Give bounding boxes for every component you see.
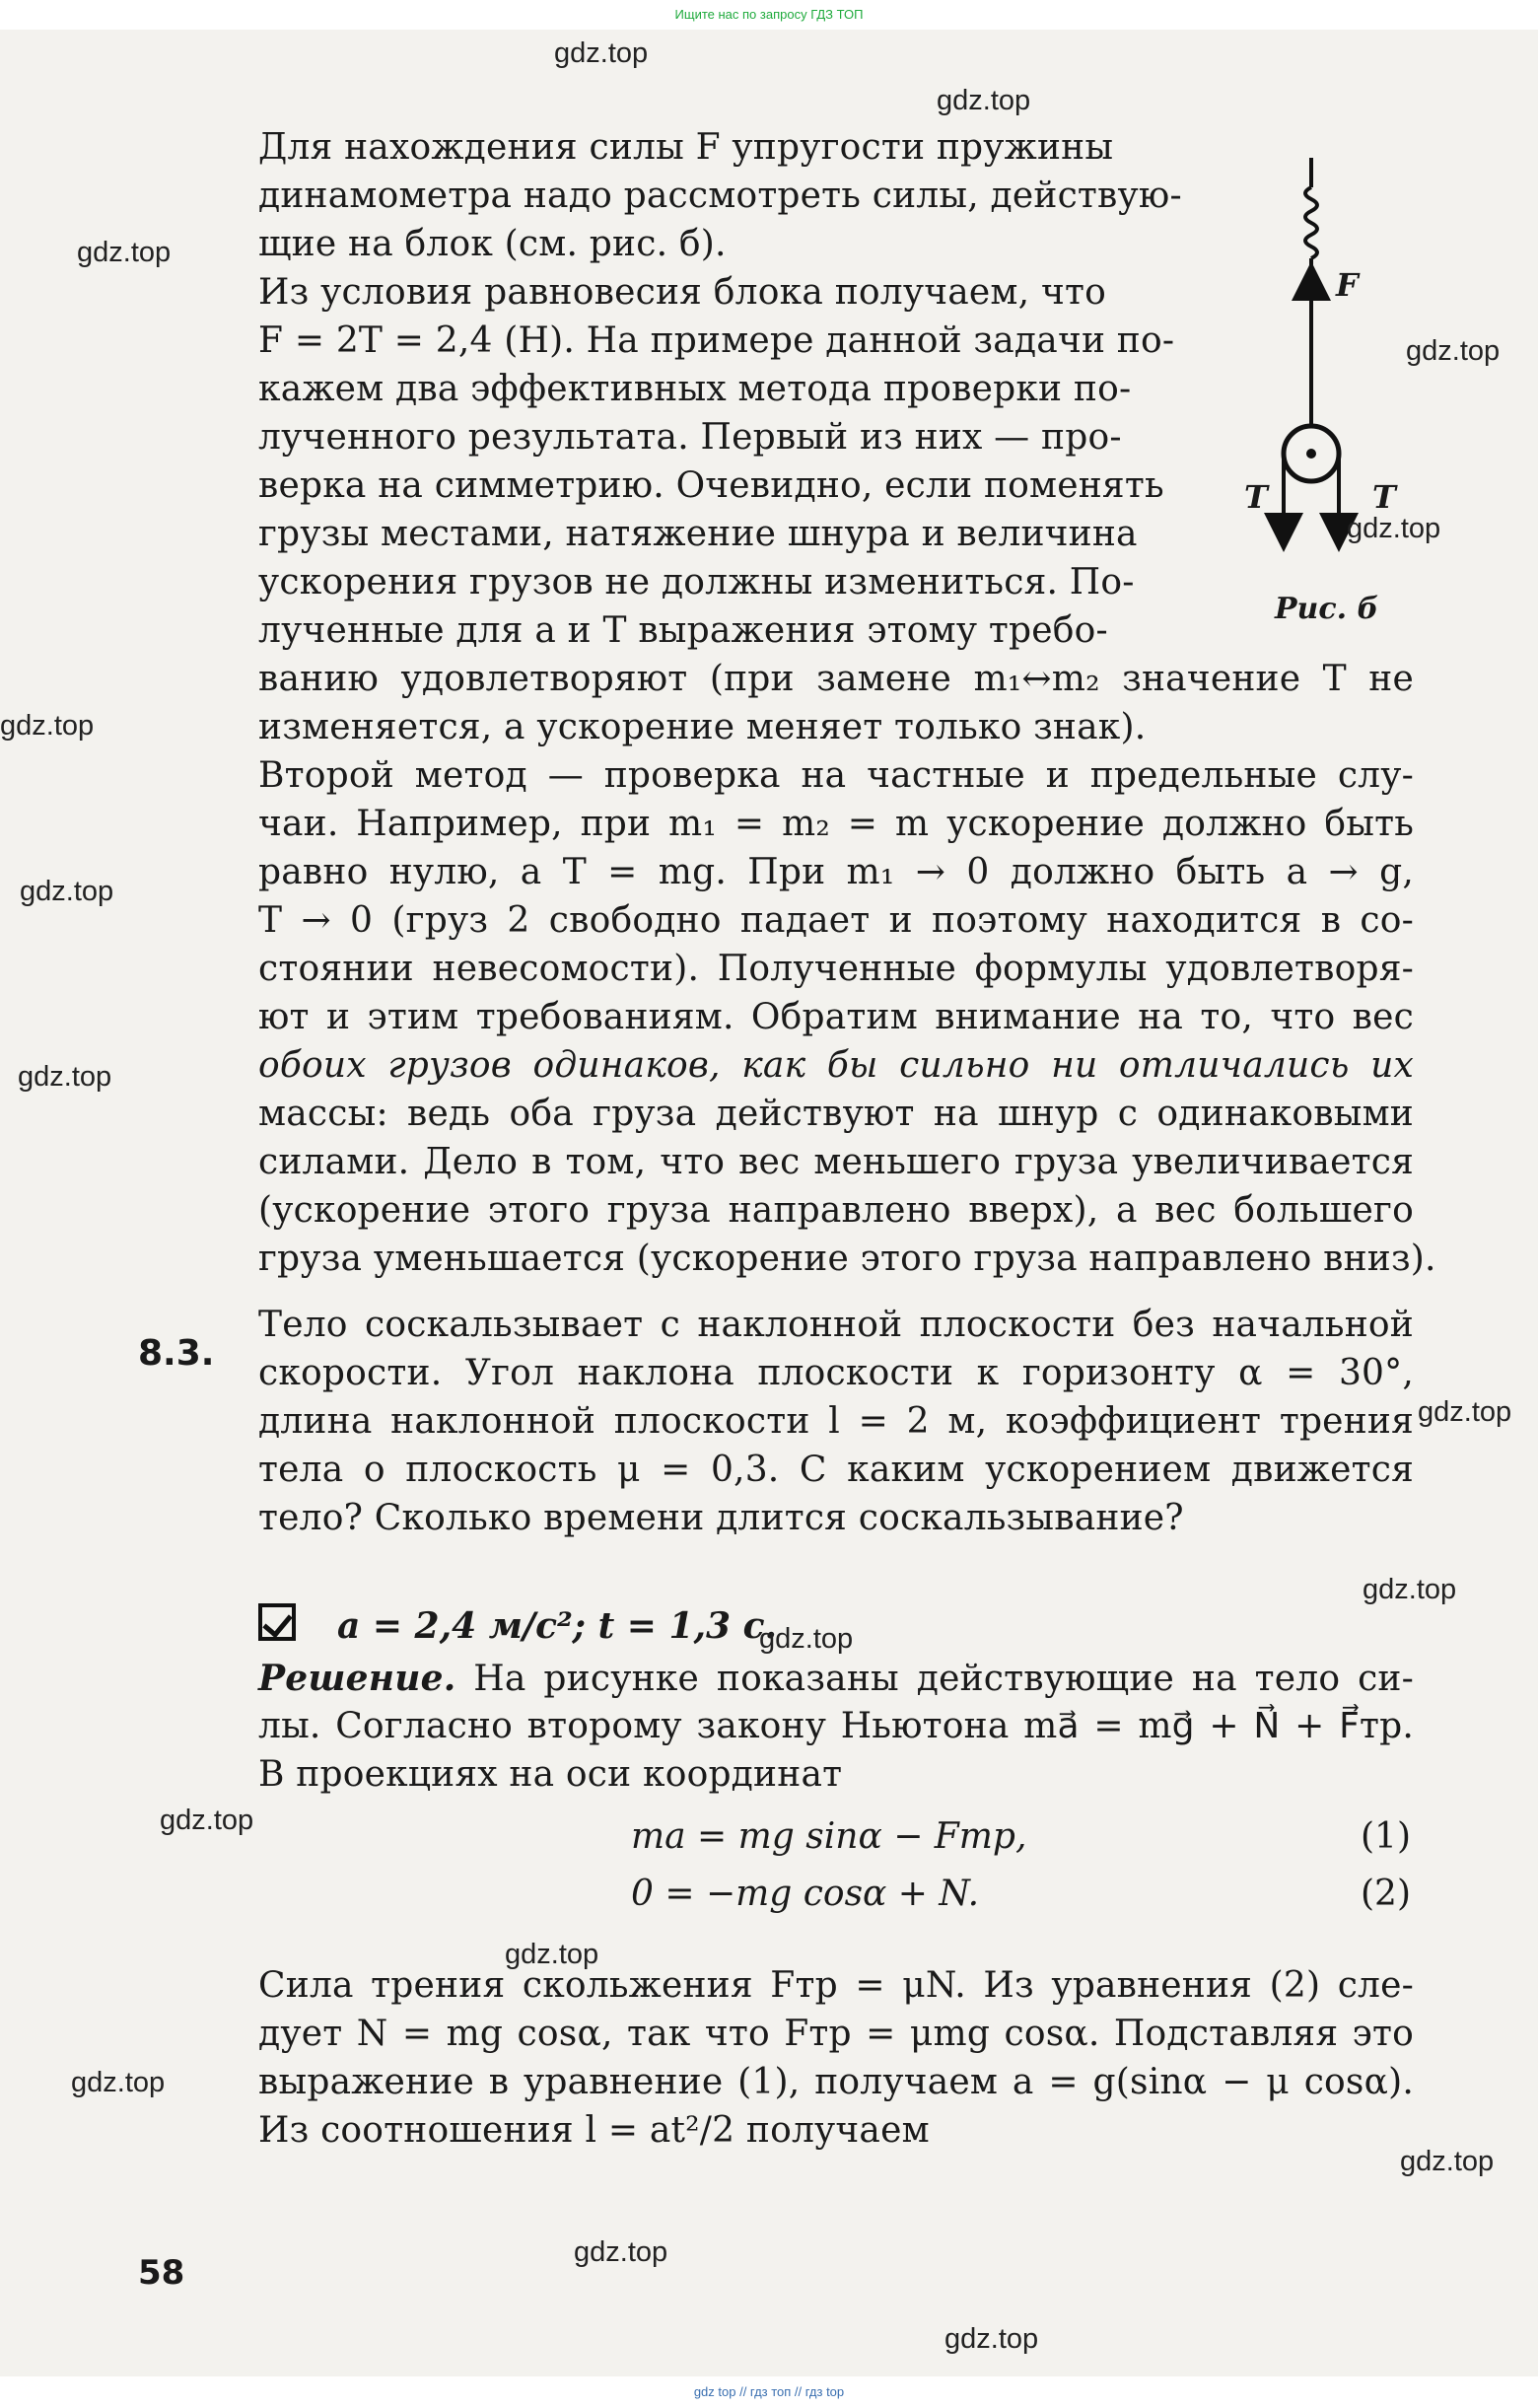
solution-line: выражение в уравнение (1), получаем a = g(sinα − μ cosα). (258, 2062, 1414, 2102)
answer-text: a = 2,4 м/с²; t = 1,3 с. (337, 1605, 778, 1647)
watermark: gdz.top (1406, 335, 1501, 367)
text-line: лученные для a и T выражения этому требо- (258, 610, 1108, 651)
problem-line: скорости. Угол наклона плоскости к горизонту α = 30°, (258, 1353, 1414, 1393)
pulley-figure (1223, 158, 1400, 651)
watermark: gdz.top (20, 876, 114, 907)
solution-line: В проекциях на оси координат (258, 1754, 843, 1795)
text-line: ют и этим требованиям. Обратим внимание на то, что вес (258, 997, 1414, 1037)
problem-number: 8.3. (138, 1333, 215, 1374)
text-line: массы: ведь оба груза действуют на шнур с одинаковыми (258, 1094, 1414, 1134)
watermark: gdz.top (1400, 2146, 1495, 2177)
solution-text: На рисунке показаны действующие на тело си- (455, 1659, 1414, 1699)
text-line: динамометра надо рассмотреть силы, действую- (258, 176, 1182, 216)
equation-1: ma = mg sinα − Fтр, (631, 1816, 1027, 1857)
equation-2: 0 = −mg cosα + N. (631, 1874, 980, 1914)
watermark: gdz.top (1347, 513, 1441, 544)
watermark: gdz.top (505, 1939, 599, 1970)
bottom-banner: gdz top // гдз топ // гдз top (0, 2376, 1538, 2408)
text-line: Второй метод — проверка на частные и предельные слу- (258, 755, 1414, 796)
textbook-page (0, 30, 1538, 2376)
text-line: ванию удовлетворяют (при замене m₁↔m₂ значение T не (258, 659, 1414, 699)
text-line: F = 2T = 2,4 (Н). На примере данной задачи по- (258, 320, 1175, 361)
text-line: Из условия равновесия блока получаем, что (258, 272, 1106, 313)
text-line: T → 0 (груз 2 свободно падает и поэтому находится в со- (258, 900, 1414, 941)
watermark: gdz.top (1363, 1574, 1457, 1605)
force-T-left-label: T (1244, 478, 1268, 516)
text-line: равно нулю, а T = mg. При m₁ → 0 должно быть a → g, (258, 852, 1414, 892)
text-line: лученного результата. Первый из них — про- (258, 417, 1122, 458)
solution-line: лы. Согласно второму закону Ньютона ma⃗ = mg⃗ + N⃗ + F⃗тр. (258, 1706, 1414, 1746)
text-line: ускорения грузов не должны измениться. По- (258, 562, 1135, 602)
problem-line: Тело соскальзывает с наклонной плоскости без начальной (258, 1305, 1414, 1345)
solution-line (258, 1657, 1414, 1701)
watermark: gdz.top (160, 1805, 254, 1836)
force-F-label: F (1336, 266, 1359, 304)
watermark: gdz.top (759, 1623, 854, 1655)
equation-1-number: (1) (1361, 1816, 1411, 1857)
watermark: gdz.top (1418, 1396, 1512, 1428)
equation-2-number: (2) (1361, 1874, 1411, 1914)
text-line: чаи. Например, при m₁ = m₂ = m ускорение должно быть (258, 804, 1414, 844)
problem-line: тела о плоскость μ = 0,3. С каким ускорением движется (258, 1450, 1414, 1490)
figure-caption: Рис. б (1275, 592, 1379, 626)
top-banner: Ищите нас по запросу ГДЗ ТОП (0, 0, 1538, 30)
problem-line: длина наклонной плоскости l = 2 м, коэффициент трения (258, 1401, 1414, 1442)
solution-line: Сила трения скольжения Fтр = μN. Из уравнения (2) сле- (258, 1965, 1414, 2006)
watermark: gdz.top (77, 237, 172, 268)
solution-line: дует N = mg cosα, так что Fтр = μmg cosα. Подставляя это (258, 2014, 1414, 2054)
text-line: грузы местами, натяжение шнура и величина (258, 514, 1138, 554)
solution-line: Из соотношения l = at²/2 получаем (258, 2110, 930, 2151)
text-line: стоянии невесомости). Полученные формулы удовлетворя- (258, 949, 1414, 989)
watermark: gdz.top (18, 1061, 112, 1093)
text-line: силами. Дело в том, что вес меньшего груза увеличивается (258, 1142, 1414, 1182)
solution-label: Решение. (258, 1658, 456, 1699)
text-line: кажем два эффективных метода проверки по- (258, 369, 1132, 409)
watermark: gdz.top (554, 37, 649, 69)
text-line: Для нахождения силы F упругости пружины (258, 127, 1114, 168)
text-line: (ускорение этого груза направлено вверх), а вес большего (258, 1190, 1414, 1231)
text-line: изменяется, а ускорение меняет только знак). (258, 707, 1147, 747)
watermark: gdz.top (71, 2067, 166, 2098)
text-line: верка на симметрию. Очевидно, если поменять (258, 465, 1164, 506)
text-line: обоих грузов одинаков, как бы сильно ни отличались их (258, 1045, 1414, 1086)
watermark: gdz.top (0, 710, 95, 742)
problem-line: тело? Сколько времени длится соскальзывание? (258, 1498, 1184, 1538)
force-T-right-label: T (1372, 478, 1396, 516)
answer-check-icon (258, 1603, 296, 1641)
text-line: щие на блок (см. рис. б). (258, 224, 727, 264)
page-number: 58 (138, 2253, 185, 2293)
text-line: груза уменьшается (ускорение этого груза направлено вниз). (258, 1239, 1436, 1279)
watermark: gdz.top (944, 2323, 1039, 2355)
watermark: gdz.top (574, 2236, 668, 2268)
watermark: gdz.top (937, 85, 1031, 116)
